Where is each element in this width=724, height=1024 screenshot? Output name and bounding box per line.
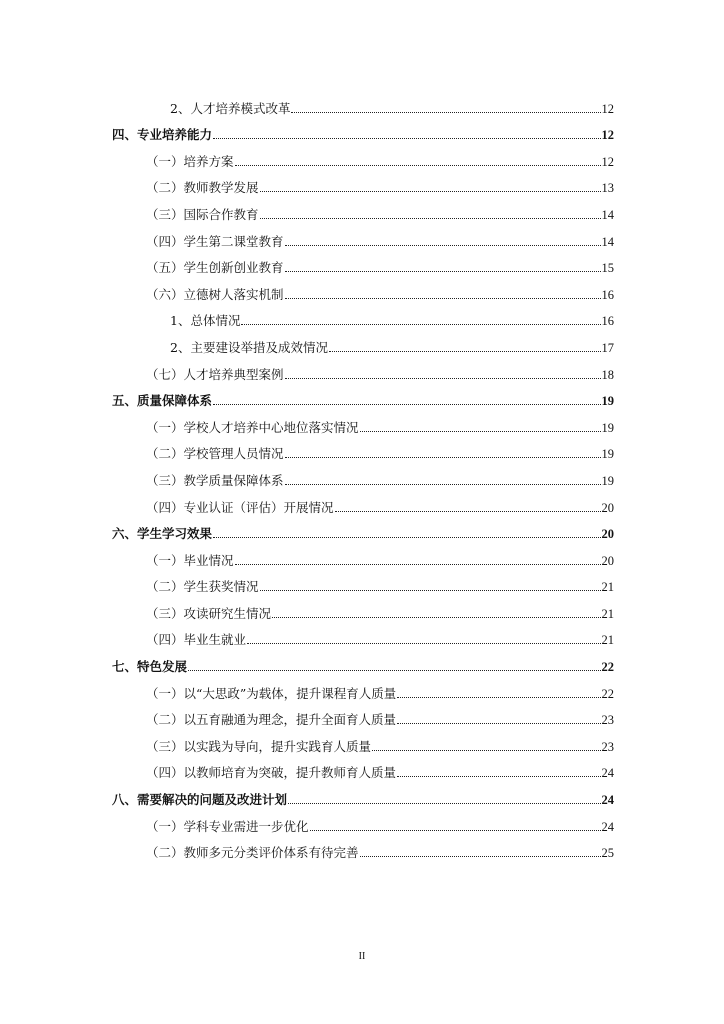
dot-leader — [235, 564, 601, 565]
dot-leader — [260, 191, 601, 192]
toc-entry-title: （五）学生创新创业教育 — [146, 260, 284, 276]
toc-entry-page: 13 — [601, 181, 614, 196]
toc-entry-page: 19 — [601, 447, 614, 462]
dot-leader — [247, 643, 600, 644]
toc-entry-page: 21 — [601, 606, 614, 621]
toc-entry-page: 23 — [601, 739, 614, 754]
toc-entry-page: 18 — [601, 367, 614, 382]
dot-leader — [310, 830, 601, 831]
toc-entry-page: 23 — [601, 713, 614, 728]
dot-leader — [285, 298, 601, 299]
toc-entry[interactable] — [112, 382, 614, 409]
dot-leader — [397, 776, 600, 777]
toc-entry[interactable] — [112, 89, 614, 116]
toc-entry-page: 24 — [601, 766, 614, 781]
toc-entry-page: 16 — [601, 314, 614, 329]
toc-entry[interactable] — [112, 488, 614, 515]
toc-entry-page: 22 — [601, 660, 614, 675]
toc-entry-page: 20 — [601, 527, 614, 542]
dot-leader — [272, 617, 600, 618]
toc-entry[interactable] — [112, 674, 614, 701]
toc-entry-title: （一）学科专业需进一步优化 — [146, 818, 309, 834]
toc-entry[interactable] — [112, 727, 614, 754]
toc-entry[interactable] — [112, 249, 614, 276]
toc-entry-title: （二）教师教学发展 — [146, 180, 259, 196]
toc-entry-title: （七）人才培养典型案例 — [146, 366, 284, 382]
toc-entry-page: 14 — [601, 207, 614, 222]
toc-entry[interactable] — [112, 222, 614, 249]
toc-entry-page: 12 — [601, 101, 614, 116]
toc-entry-page: 16 — [601, 287, 614, 302]
toc-entry[interactable] — [112, 594, 614, 621]
toc-entry[interactable] — [112, 621, 614, 648]
toc-entry-title: 七、特色发展 — [112, 659, 188, 675]
toc-entry[interactable] — [112, 515, 614, 542]
toc-entry[interactable] — [112, 328, 614, 355]
toc-entry-page: 21 — [601, 633, 614, 648]
toc-entry-page: 20 — [601, 500, 614, 515]
toc-entry-page: 20 — [601, 553, 614, 568]
toc-entry-title: （四）以教师培育为突破，提升教师育人质量 — [146, 765, 397, 781]
toc-entry-page: 19 — [601, 420, 614, 435]
toc-entry[interactable] — [112, 754, 614, 781]
toc-entry-title: 五、质量保障体系 — [112, 393, 213, 409]
toc-entry-title: 六、学生学习效果 — [112, 526, 213, 542]
dot-leader — [285, 271, 601, 272]
toc-entry-title: （一）学校人才培养中心地位落实情况 — [146, 419, 359, 435]
dot-leader — [260, 590, 601, 591]
toc-entry-title: （一）以“大思政”为载体，提升课程育人质量 — [146, 685, 397, 701]
toc-entry-page: 22 — [601, 686, 614, 701]
toc-entry-title: （二）学生获奖情况 — [146, 579, 259, 595]
dot-leader — [360, 856, 601, 857]
toc-entry[interactable] — [112, 275, 614, 302]
toc-entry-page: 24 — [601, 793, 614, 808]
dot-leader — [372, 750, 600, 751]
toc-entry[interactable] — [112, 169, 614, 196]
page-number: II — [358, 951, 366, 962]
toc-entry-title: （六）立德树人落实机制 — [146, 286, 284, 302]
toc-entry-title: 2、主要建设举措及成效情况 — [170, 339, 328, 355]
dot-leader — [360, 431, 601, 432]
toc-entry-title: 2、人才培养模式改革 — [170, 100, 291, 116]
toc-entry[interactable] — [112, 142, 614, 169]
dot-leader — [288, 803, 600, 804]
toc-entry-title: （二）以五育融通为理念，提升全面育人质量 — [146, 712, 397, 728]
dot-leader — [241, 324, 600, 325]
toc-entry[interactable] — [112, 355, 614, 382]
dot-leader — [188, 670, 600, 671]
dot-leader — [213, 138, 600, 139]
toc-entry-page: 17 — [601, 340, 614, 355]
toc-entry[interactable] — [112, 568, 614, 595]
toc-entry[interactable] — [112, 435, 614, 462]
toc-entry[interactable] — [112, 302, 614, 329]
dot-leader — [397, 723, 600, 724]
toc-entry-title: （四）专业认证（评估）开展情况 — [146, 499, 334, 515]
dot-leader — [285, 457, 601, 458]
toc-entry[interactable] — [112, 408, 614, 435]
toc-entry[interactable] — [112, 195, 614, 222]
toc-entry[interactable] — [112, 461, 614, 488]
dot-leader — [235, 165, 601, 166]
toc-entry-page: 21 — [601, 580, 614, 595]
dot-leader — [329, 351, 601, 352]
table-of-contents — [112, 89, 614, 860]
toc-entry[interactable] — [112, 701, 614, 728]
toc-entry-page: 19 — [601, 394, 614, 409]
toc-entry-page: 15 — [601, 261, 614, 276]
toc-entry-title: （二）教师多元分类评价体系有待完善 — [146, 845, 359, 861]
dot-leader — [285, 378, 601, 379]
toc-entry-page: 24 — [601, 819, 614, 834]
dot-leader — [285, 484, 601, 485]
dot-leader — [213, 537, 600, 538]
toc-entry-title: （三）攻读研究生情况 — [146, 605, 272, 621]
toc-entry-title: （三）国际合作教育 — [146, 206, 259, 222]
dot-leader — [285, 245, 601, 246]
toc-entry-title: （四）学生第二课堂教育 — [146, 233, 284, 249]
toc-entry-title: （四）毕业生就业 — [146, 632, 247, 648]
toc-entry-title: （一）培养方案 — [146, 153, 234, 169]
dot-leader — [260, 218, 601, 219]
toc-entry-page: 19 — [601, 473, 614, 488]
toc-entry[interactable] — [112, 834, 614, 861]
toc-entry-title: （三）以实践为导向，提升实践育人质量 — [146, 738, 372, 754]
toc-entry-title: 八、需要解决的问题及改进计划 — [112, 792, 288, 808]
toc-entry-title: （三）教学质量保障体系 — [146, 472, 284, 488]
toc-entry-page: 14 — [601, 234, 614, 249]
dot-leader — [397, 697, 600, 698]
toc-entry[interactable] — [112, 807, 614, 834]
toc-entry[interactable] — [112, 647, 614, 674]
toc-entry-page: 12 — [601, 128, 614, 143]
toc-entry-title: （二）学校管理人员情况 — [146, 446, 284, 462]
toc-entry-title: 四、专业培养能力 — [112, 127, 213, 143]
toc-entry-title: 1、总体情况 — [170, 313, 241, 329]
toc-entry-page: 25 — [601, 846, 614, 861]
toc-entry-title: （一）毕业情况 — [146, 552, 234, 568]
toc-entry[interactable] — [112, 541, 614, 568]
dot-leader — [335, 511, 601, 512]
toc-entry[interactable] — [112, 116, 614, 143]
dot-leader — [291, 112, 600, 113]
toc-entry-page: 12 — [601, 154, 614, 169]
dot-leader — [213, 404, 600, 405]
toc-entry[interactable] — [112, 780, 614, 807]
